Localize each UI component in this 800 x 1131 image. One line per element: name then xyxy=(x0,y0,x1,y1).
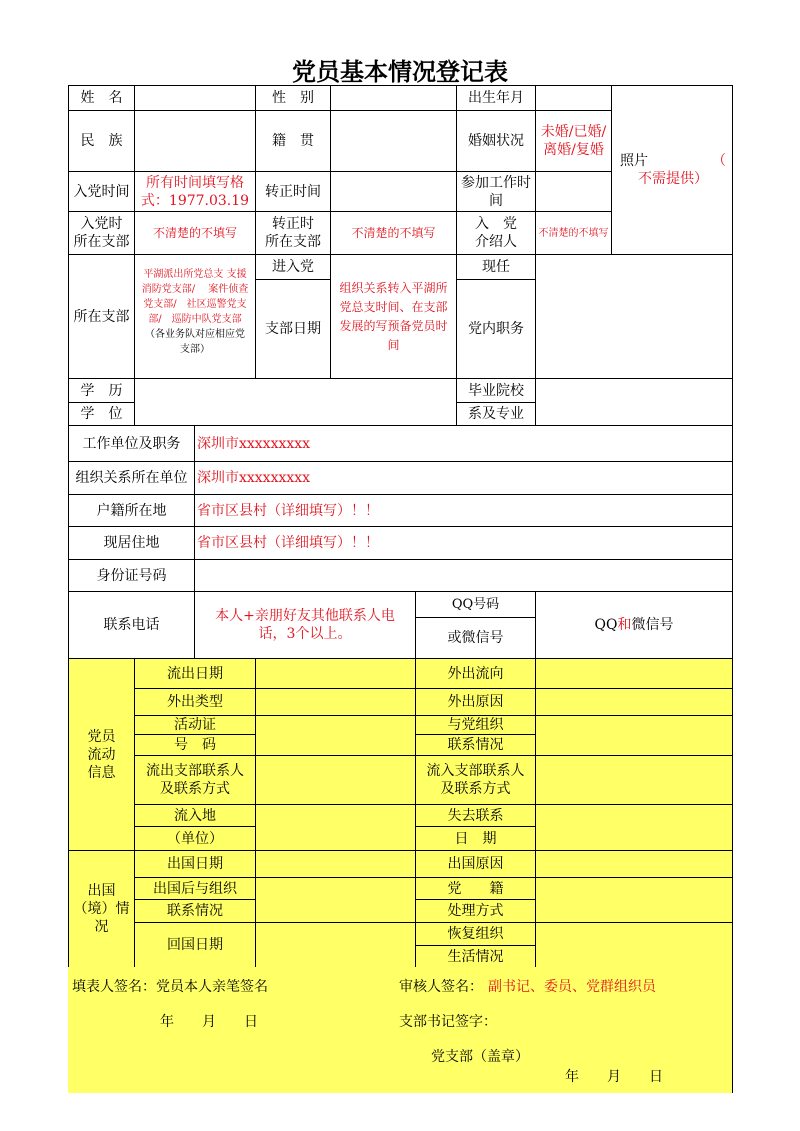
label-qq-1: QQ号码 xyxy=(415,591,536,618)
photo-box xyxy=(611,85,733,255)
reviewer-value: 副书记、委员、党群组织员 xyxy=(488,979,656,995)
label-out-branch xyxy=(134,755,256,805)
label-marital: 婚姻状况 xyxy=(456,110,536,172)
label-native: 籍 贯 xyxy=(255,110,331,172)
label-in-place-2: （单位） xyxy=(134,826,256,851)
field-out-date[interactable] xyxy=(255,658,416,689)
label-in-branch-1: 流入支部联系人 xyxy=(426,763,525,779)
label-major: 系及专业 xyxy=(456,402,536,426)
field-org-unit[interactable]: 深圳市xxxxxxxxx xyxy=(194,461,733,495)
branch-note-black: （各业务队对应相应党支部） xyxy=(145,329,245,355)
field-cert[interactable] xyxy=(255,715,416,756)
label-qq-2: 或微信号 xyxy=(415,617,536,659)
label-enter-party: 进入党 xyxy=(255,254,331,280)
field-ethnicity[interactable] xyxy=(134,110,256,172)
label-after-org: 出国后与组织 xyxy=(134,877,256,900)
label-formal-branch xyxy=(255,211,331,255)
label-birth: 出生年月 xyxy=(456,85,536,111)
field-id-number[interactable] xyxy=(194,559,733,592)
photo-open: （ xyxy=(712,153,726,169)
label-name: 姓 名 xyxy=(68,85,135,111)
field-out-branch[interactable] xyxy=(255,755,416,805)
label-in-branch-2: 及联系方式 xyxy=(440,781,511,797)
field-formal-time[interactable] xyxy=(330,171,457,212)
label-branch: 所在支部 xyxy=(68,254,135,379)
field-phone[interactable]: 本人+亲朋好友其他联系人电话，3个以上。 xyxy=(194,591,416,659)
field-work-unit[interactable]: 深圳市xxxxxxxxx xyxy=(194,425,733,462)
field-abroad-reason[interactable] xyxy=(535,850,733,878)
label-out-dir: 外出流向 xyxy=(415,658,536,689)
qq-a: QQ xyxy=(594,617,618,633)
label-household: 户籍所在地 xyxy=(68,494,195,527)
label-restore-2: 生活情况 xyxy=(415,945,536,968)
field-in-branch[interactable] xyxy=(535,755,733,805)
filler-date: 年 月 日 xyxy=(160,1014,258,1030)
field-name[interactable] xyxy=(134,85,256,111)
field-work-time[interactable] xyxy=(535,171,612,212)
label-cert-1: 活动证 xyxy=(134,715,256,735)
field-join-branch[interactable]: 不清楚的不填写 xyxy=(134,211,256,255)
filler-signature: 填表人签名：党员本人亲笔签名 xyxy=(72,979,268,995)
field-branch-date[interactable]: 组织关系转入平湖所党总支时间、在支部发展的写预备党员时间 xyxy=(330,254,457,379)
field-birth[interactable] xyxy=(535,85,612,111)
branch-note: 平湖派出所党总支 支援消防党支部/ 案件侦查党支部/ 社区巡警党支部/ 巡防中队党支部 xyxy=(141,269,249,325)
qq-b: 和 xyxy=(617,617,632,633)
label-join-time: 入党时间 xyxy=(68,171,135,212)
field-out-reason[interactable] xyxy=(535,688,733,716)
qq-c: 微信号 xyxy=(631,617,674,633)
label-id-number: 身份证号码 xyxy=(68,559,195,592)
label-abroad-reason: 出国原因 xyxy=(415,850,536,878)
label-abroad-handle: 处理方式 xyxy=(415,899,536,923)
label-contact-state: 联系情况 xyxy=(415,734,536,756)
label-formal-branch-1: 转正时 xyxy=(272,216,314,232)
label-degree: 学 位 xyxy=(68,402,135,426)
label-lost-1: 失去联系 xyxy=(415,804,536,827)
label-ethnicity: 民 族 xyxy=(68,110,135,172)
label-abroad-contact: 联系情况 xyxy=(134,899,256,923)
field-gender[interactable] xyxy=(330,85,457,111)
label-lost-2: 日 期 xyxy=(415,826,536,851)
field-residence[interactable]: 省市区县村（详细填写）！！ xyxy=(194,526,733,560)
label-out-date: 流出日期 xyxy=(134,658,256,689)
field-out-dir[interactable] xyxy=(535,658,733,689)
field-household[interactable]: 省市区县村（详细填写）！！ xyxy=(194,494,733,527)
label-work-unit: 工作单位及职务 xyxy=(68,425,195,462)
label-gender: 性 别 xyxy=(255,85,331,111)
secretary-signature: 支部书记签字： xyxy=(399,1014,497,1030)
reviewer-label: 审核人签名： xyxy=(399,979,483,995)
label-out-branch-1: 流出支部联系人 xyxy=(146,763,244,779)
field-native[interactable] xyxy=(330,110,457,172)
label-org-unit: 组织关系所在单位 xyxy=(68,461,195,495)
label-branch-date: 支部日期 xyxy=(255,279,331,379)
label-cert-2: 号 码 xyxy=(134,734,256,756)
label-work-time: 参加工作时间 xyxy=(456,171,536,212)
label-return-date: 回国日期 xyxy=(134,922,256,968)
field-edu[interactable] xyxy=(134,378,457,426)
label-formal-time: 转正时间 xyxy=(255,171,331,212)
field-lost[interactable] xyxy=(535,804,733,851)
label-out-branch-2: 及联系方式 xyxy=(160,781,230,797)
label-abroad-party: 党 籍 xyxy=(415,877,536,900)
field-graduate[interactable] xyxy=(535,378,733,426)
section-flow: 党员流动信息 xyxy=(68,658,135,851)
section-abroad: 出国（境）情况 xyxy=(68,850,135,968)
field-introducer[interactable]: 不清楚的不填写 xyxy=(535,211,612,255)
field-abroad-handle[interactable] xyxy=(535,877,733,923)
field-out-type[interactable] xyxy=(255,688,416,716)
field-in-place[interactable] xyxy=(255,804,416,851)
label-graduate: 毕业院校 xyxy=(456,378,536,403)
field-return-date[interactable] xyxy=(255,922,416,968)
label-join-branch-2: 所在支部 xyxy=(73,234,130,250)
field-formal-branch[interactable]: 不清楚的不填写 xyxy=(330,211,457,255)
field-abroad-contact[interactable] xyxy=(255,877,416,923)
field-marital[interactable]: 未婚/已婚/离婚/复婚 xyxy=(535,110,612,172)
label-introducer-1: 入 党 xyxy=(475,216,517,232)
label-in-place-1: 流入地 xyxy=(134,804,256,827)
label-restore-1: 恢复组织 xyxy=(415,922,536,946)
photo-label: 照片 xyxy=(620,153,648,169)
field-abroad-date[interactable] xyxy=(255,850,416,878)
label-out-type: 外出类型 xyxy=(134,688,256,716)
label-abroad-date: 出国日期 xyxy=(134,850,256,878)
field-qq[interactable] xyxy=(535,591,733,659)
label-formal-branch-2: 所在支部 xyxy=(265,234,321,250)
label-current: 现任 xyxy=(456,254,536,280)
label-in-branch xyxy=(415,755,536,805)
label-phone: 联系电话 xyxy=(68,591,195,659)
label-party-duty: 党内职务 xyxy=(456,279,536,379)
field-contact-state[interactable] xyxy=(535,715,733,756)
field-branch[interactable] xyxy=(134,254,256,379)
seal-date: 年 月 日 xyxy=(565,1069,663,1085)
field-join-time[interactable]: 所有时间填写格式：1977.03.19 xyxy=(134,171,256,212)
field-party-duty[interactable] xyxy=(535,254,733,379)
label-introducer xyxy=(456,211,536,255)
label-join-branch xyxy=(68,211,135,255)
label-edu: 学 历 xyxy=(68,378,135,403)
page-title: 党员基本情况登记表 xyxy=(292,58,508,86)
label-out-reason: 外出原因 xyxy=(415,688,536,716)
label-contact-party: 与党组织 xyxy=(415,715,536,735)
photo-note: 不需提供） xyxy=(638,171,708,187)
field-restore[interactable] xyxy=(535,922,733,968)
label-join-branch-1: 入党时 xyxy=(80,216,123,232)
label-introducer-2: 介绍人 xyxy=(475,234,517,250)
label-residence: 现居住地 xyxy=(68,526,195,560)
party-seal: 党支部（盖章） xyxy=(431,1049,529,1065)
